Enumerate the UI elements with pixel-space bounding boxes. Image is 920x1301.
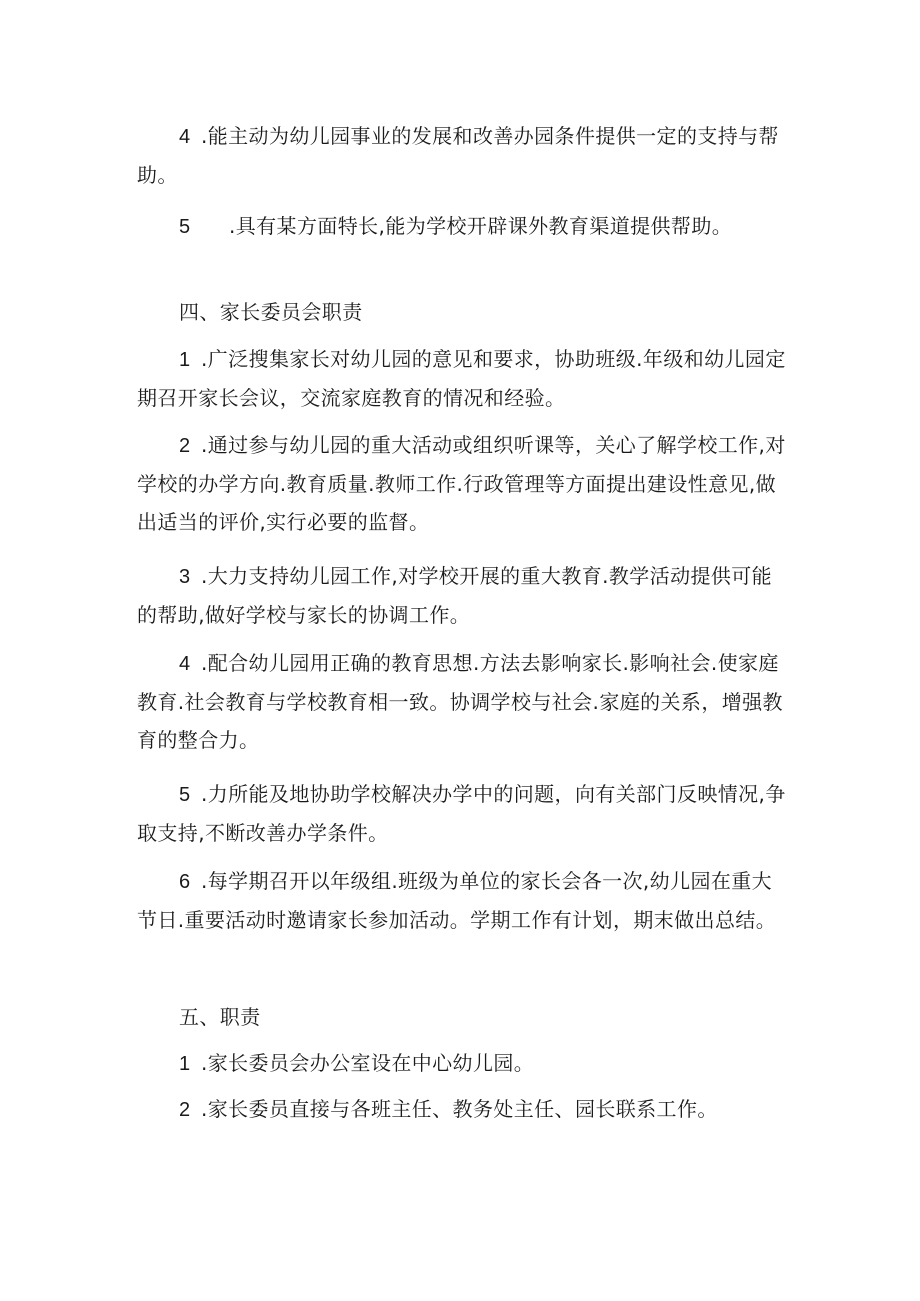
section5-item-1 xyxy=(137,1044,787,1083)
section4-item-2 xyxy=(137,426,787,541)
item-text: .家长委员直接与各班主任、教务处主任、园长联系工作。 xyxy=(201,1097,718,1121)
section4-item-4 xyxy=(137,644,787,759)
item-text: .配合幼儿园用正确的教育思想.方法去影响家长.影响社会.使家庭教育.社会教育与学校教育相一致。协调学校与社会.家庭的关系，增强教育的整合力。 xyxy=(137,651,783,752)
item-text: .大力支持幼儿园工作,对学校开展的重大教育.教学活动提供可能的帮助,做好学校与家长的协调工作。 xyxy=(137,564,773,627)
section4-item-3 xyxy=(137,557,787,634)
section5-item-2 xyxy=(137,1090,787,1129)
section3-item-4 xyxy=(137,117,787,194)
item-number: 4 xyxy=(179,126,191,148)
item-number: 6 xyxy=(179,871,191,893)
section4-item-1 xyxy=(137,340,787,417)
section4-item-6 xyxy=(137,862,787,939)
section3-item-5 xyxy=(137,207,787,246)
item-number: 1 xyxy=(179,1053,191,1075)
item-text: .力所能及地协助学校解决办学中的问题，向有关部门反映情况,争取支持,不断改善办学条件。 xyxy=(137,782,786,845)
item-text: .具有某方面特长,能为学校开辟课外教育渠道提供帮助。 xyxy=(229,214,733,238)
item-text: .广泛搜集家长对幼儿园的意见和要求，协助班级.年级和幼儿园定期召开家长会议，交流家庭教育的情况和经验。 xyxy=(137,347,786,410)
item-text: .通过参与幼儿园的重大活动或组织听课等，关心了解学校工作,对学校的办学方向.教育质量.教师工作.行政管理等方面提出建设性意见,做出适当的评价,实行必要的监督。 xyxy=(137,433,786,534)
item-number: 1 xyxy=(179,349,191,371)
section5-heading: 五、职责 xyxy=(179,1005,261,1029)
item-number: 3 xyxy=(179,566,191,588)
item-number: 5 xyxy=(179,784,191,806)
item-text: .每学期召开以年级组.班级为单位的家长会各一次,幼儿园在重大节日.重要活动时邀请家长参加活动。学期工作有计划，期末做出总结。 xyxy=(137,869,777,932)
item-number: 4 xyxy=(179,653,191,675)
section4-item-5 xyxy=(137,775,787,852)
item-number: 5 xyxy=(179,216,191,238)
item-number: 2 xyxy=(179,1099,191,1121)
item-text: .能主动为幼儿园事业的发展和改善办园条件提供一定的支持与帮助。 xyxy=(137,124,779,187)
item-number: 2 xyxy=(179,435,191,457)
section4-heading: 四、家长委员会职责 xyxy=(179,300,363,324)
item-text: .家长委员会办公室设在中心幼儿园。 xyxy=(201,1051,535,1075)
